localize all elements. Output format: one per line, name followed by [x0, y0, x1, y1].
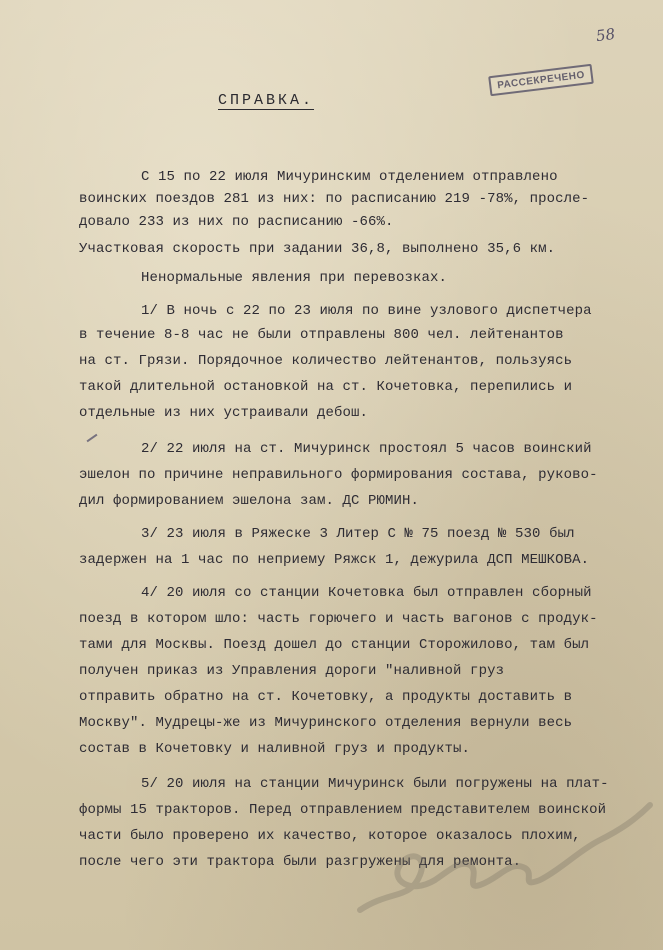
- text-line: такой длительной остановкой на ст. Кочетовка, перепились и: [79, 379, 573, 395]
- text-line: на ст. Грязи. Порядочное количество лейтенантов, пользуясь: [79, 353, 573, 369]
- text-line: получен приказ из Управления дороги "наливной груз: [79, 663, 505, 679]
- text-line: после чего эти трактора были разгружены для ремонта.: [79, 854, 522, 870]
- declassified-stamp: РАССЕКРЕЧЕНО: [488, 64, 594, 97]
- text-line: С 15 по 22 июля Мичуринским отделением отправлено: [141, 169, 558, 185]
- text-line: довало 233 из них по расписанию -66%.: [79, 214, 394, 230]
- text-line: 3/ 23 июля в Ряжеске 3 Литер С № 75 поезд № 530 был: [141, 526, 575, 542]
- text-line: воинских поездов 281 из них: по расписанию 219 -78%, просле-: [79, 191, 590, 207]
- text-line: отдельные из них устраивали дебош.: [79, 405, 369, 421]
- text-line: Москву". Мудрецы-же из Мичуринского отделения вернули весь: [79, 715, 573, 731]
- text-line: 2/ 22 июля на ст. Мичуринск простоял 5 часов воинский: [141, 441, 592, 457]
- text-line: эшелон по причине неправильного формирования состава, руково-: [79, 467, 598, 483]
- text-line: части было проверено их качество, которое оказалось плохим,: [79, 828, 581, 844]
- text-line: тами для Москвы. Поезд дошел до станции Сторожилово, там был: [79, 637, 590, 653]
- text-line: Ненормальные явления при перевозках.: [141, 270, 448, 286]
- margin-pencil-mark: [87, 434, 98, 443]
- text-line: в течение 8-8 час не были отправлены 800 чел. лейтенантов: [79, 327, 564, 343]
- text-line: 5/ 20 июля на станции Мичуринск были погружены на плат-: [141, 776, 609, 792]
- text-line: поезд в котором шло: часть горючего и часть вагонов с продук-: [79, 611, 598, 627]
- text-line: задержен на 1 час по неприему Ряжск 1, дежурила ДСП МЕШКОВА.: [79, 552, 590, 568]
- page-number: 58: [594, 24, 617, 46]
- text-line: дил формированием эшелона зам. ДС РЮМИН.: [79, 493, 420, 509]
- text-line: состав в Кочетовку и наливной груз и продукты.: [79, 741, 471, 757]
- text-line: 1/ В ночь с 22 по 23 июля по вине узлового диспетчера: [141, 303, 592, 319]
- text-line: формы 15 тракторов. Перед отправлением представителем воинской: [79, 802, 607, 818]
- text-line: Участковая скорость при задании 36,8, выполнено 35,6 км.: [79, 241, 556, 257]
- document-title: СПРАВКА.: [218, 92, 315, 109]
- text-line: 4/ 20 июля со станции Кочетовка был отправлен сборный: [141, 585, 592, 601]
- text-line: отправить обратно на ст. Кочетовку, а продукты доставить в: [79, 689, 573, 705]
